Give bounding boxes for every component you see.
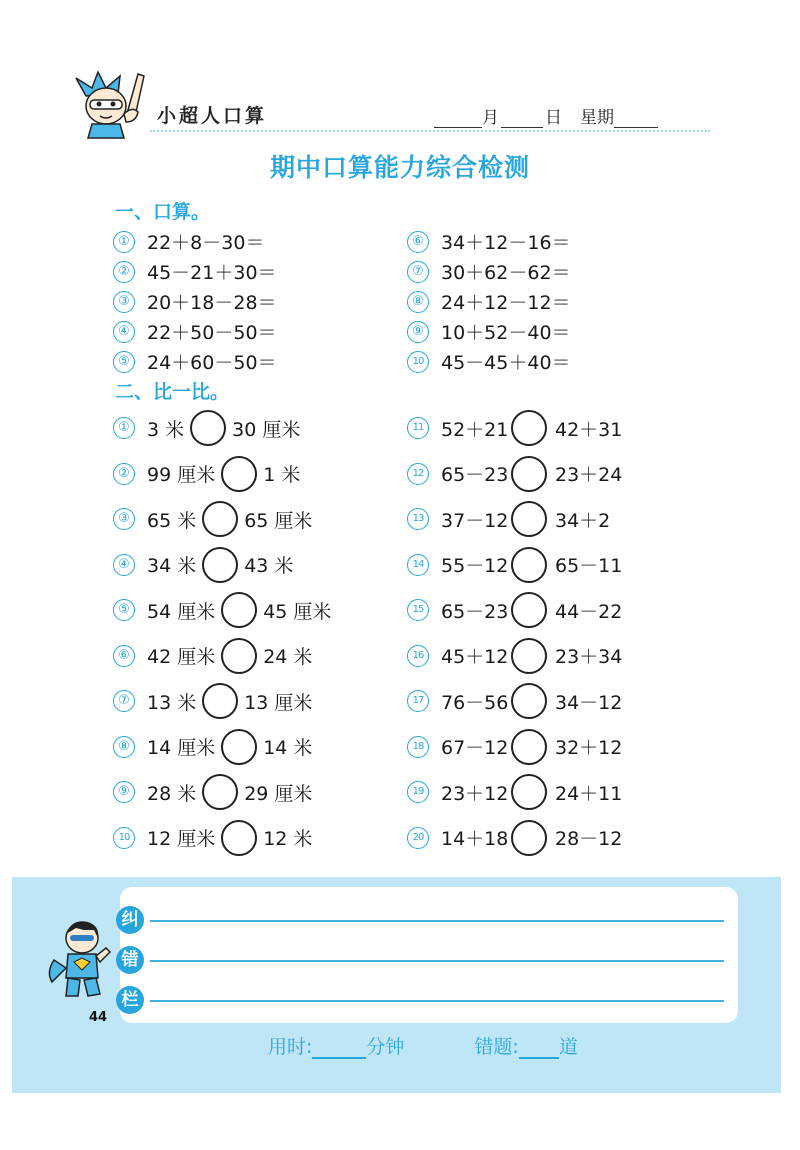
compare-right-value: 32＋12 [555, 737, 623, 759]
brand-name: 小超人口算 [157, 105, 268, 127]
compare-right-value: 42＋31 [555, 418, 623, 441]
arithmetic-expression: 45－21＋30＝ [147, 262, 277, 284]
header-divider [150, 130, 710, 132]
weekday-label: 星期 [580, 108, 614, 128]
compare-right-value: 24＋11 [555, 782, 623, 805]
compare-left-value: 37－12 [441, 509, 509, 532]
arithmetic-item [407, 288, 601, 315]
arithmetic-item [407, 228, 601, 255]
item-number: ⑥ [407, 231, 429, 253]
date-line [434, 103, 658, 128]
compare-answer-circle[interactable] [221, 592, 257, 628]
compare-left-value: 14 厘米 [147, 737, 216, 759]
compare-left-value: 34 米 [147, 555, 197, 577]
answer-blank[interactable] [571, 323, 601, 341]
item-number: ⑦ [113, 690, 135, 712]
superhero-mascot-icon [44, 916, 114, 1006]
item-number: 18 [407, 736, 429, 758]
compare-item [407, 821, 622, 855]
answer-blank[interactable] [277, 293, 307, 311]
item-number: ② [113, 463, 135, 485]
compare-answer-circle[interactable] [202, 774, 238, 810]
item-number: 11 [407, 417, 429, 439]
item-number: ① [113, 231, 135, 253]
compare-right-value: 28－12 [555, 828, 623, 850]
compare-right-value: 34＋2 [555, 509, 611, 532]
time-label: 用时: [268, 1036, 313, 1058]
compare-item [113, 821, 312, 855]
compare-right-value: 44－22 [555, 600, 623, 623]
item-number: ⑨ [113, 781, 135, 803]
item-number: ⑥ [113, 645, 135, 667]
compare-answer-circle[interactable] [221, 638, 257, 674]
compare-answer-circle[interactable] [202, 501, 238, 537]
arithmetic-expression: 34＋12－16＝ [441, 232, 571, 254]
compare-left-value: 42 厘米 [147, 646, 216, 668]
compare-right-value: 34－12 [555, 691, 623, 714]
compare-answer-circle[interactable] [511, 683, 547, 719]
compare-answer-circle[interactable] [511, 774, 547, 810]
correction-tag-2: 错 [116, 946, 144, 974]
item-number: 10 [407, 351, 429, 373]
compare-answer-circle[interactable] [511, 456, 547, 492]
errors-blank[interactable] [519, 1037, 559, 1059]
item-number: 20 [407, 827, 429, 849]
arithmetic-expression: 24＋12－12＝ [441, 292, 571, 314]
item-number: ⑧ [407, 291, 429, 313]
compare-right-value: 65 厘米 [244, 509, 313, 532]
compare-answer-circle[interactable] [511, 729, 547, 765]
compare-item [407, 502, 610, 536]
arithmetic-expression: 45－45＋40＝ [441, 352, 571, 374]
arithmetic-expression: 10＋52－40＝ [441, 322, 571, 344]
compare-item [407, 684, 622, 718]
correction-tag-1: 纠 [116, 906, 144, 934]
compare-left-value: 23＋12 [441, 782, 509, 805]
item-number: ② [113, 261, 135, 283]
arithmetic-item [407, 258, 601, 285]
correction-tag-3: 栏 [116, 986, 144, 1014]
compare-item [113, 457, 300, 491]
compare-item [407, 730, 622, 764]
page-number: 44 [89, 1010, 108, 1025]
compare-left-value: 65－23 [441, 600, 509, 623]
compare-left-value: 76－56 [441, 691, 509, 714]
arithmetic-item [113, 288, 307, 315]
compare-right-value: 13 厘米 [244, 691, 313, 714]
answer-blank[interactable] [571, 263, 601, 281]
compare-right-value: 23＋24 [555, 464, 623, 486]
correction-line-3[interactable] [150, 1000, 724, 1002]
answer-blank[interactable] [277, 263, 307, 281]
compare-right-value: 23＋34 [555, 646, 623, 668]
compare-item [113, 639, 312, 673]
month-label: 月 [482, 108, 499, 128]
arithmetic-item [113, 258, 307, 285]
correction-panel [120, 887, 738, 1023]
compare-right-value: 1 米 [263, 464, 301, 486]
compare-left-value: 12 厘米 [147, 828, 216, 850]
errors-label: 错题: [474, 1036, 519, 1058]
item-number: 19 [407, 781, 429, 803]
compare-answer-circle[interactable] [221, 729, 257, 765]
answer-blank[interactable] [571, 353, 601, 371]
section-1-heading: 一、口算。 [115, 201, 211, 223]
compare-item [407, 639, 622, 673]
weekday-blank[interactable] [614, 109, 658, 128]
item-number: ④ [113, 554, 135, 576]
compare-answer-circle[interactable] [221, 820, 257, 856]
compare-left-value: 3 米 [147, 418, 185, 441]
item-number: 13 [407, 508, 429, 530]
errors-unit: 道 [558, 1036, 578, 1058]
item-number: 16 [407, 645, 429, 667]
footer-stats [268, 1032, 578, 1059]
compare-item [407, 593, 622, 627]
compare-left-value: 67－12 [441, 737, 509, 759]
compare-answer-circle[interactable] [511, 638, 547, 674]
item-number: ⑨ [407, 321, 429, 343]
item-number: 17 [407, 690, 429, 712]
item-number: ③ [113, 508, 135, 530]
arithmetic-expression: 24＋60－50＝ [147, 352, 277, 374]
compare-answer-circle[interactable] [221, 456, 257, 492]
arithmetic-item [407, 348, 601, 375]
item-number: 15 [407, 599, 429, 621]
compare-left-value: 99 厘米 [147, 464, 216, 486]
compare-right-value: 24 米 [263, 646, 313, 668]
arithmetic-expression: 22＋50－50＝ [147, 322, 277, 344]
page-title: 期中口算能力综合检测 [269, 153, 530, 182]
arithmetic-expression: 22＋8－30＝ [147, 232, 265, 254]
compare-left-value: 65 米 [147, 509, 197, 532]
arithmetic-item [113, 228, 294, 255]
compare-answer-circle[interactable] [511, 501, 547, 537]
compare-answer-circle[interactable] [190, 410, 226, 446]
mascot-logo-icon [72, 66, 162, 140]
compare-answer-circle[interactable] [511, 820, 547, 856]
answer-blank[interactable] [571, 233, 601, 251]
arithmetic-item [113, 348, 307, 375]
time-blank[interactable] [312, 1037, 366, 1059]
item-number: ⑤ [113, 351, 135, 373]
section-2-heading: 二、比一比。 [115, 381, 230, 403]
compare-right-value: 30 厘米 [232, 418, 301, 441]
compare-left-value: 13 米 [147, 691, 197, 714]
compare-right-value: 14 米 [263, 737, 313, 759]
arithmetic-item [407, 318, 601, 345]
arithmetic-expression: 30＋62－62＝ [441, 262, 571, 284]
compare-right-value: 45 厘米 [263, 600, 332, 623]
compare-left-value: 14＋18 [441, 828, 509, 850]
item-number: 10 [113, 827, 135, 849]
compare-answer-circle[interactable] [511, 547, 547, 583]
compare-item [113, 730, 312, 764]
compare-item [113, 502, 312, 536]
compare-left-value: 65－23 [441, 464, 509, 486]
answer-blank[interactable] [571, 293, 601, 311]
compare-answer-circle[interactable] [511, 410, 547, 446]
compare-left-value: 45＋12 [441, 646, 509, 668]
month-blank[interactable] [434, 109, 482, 128]
compare-item [407, 457, 622, 491]
arithmetic-expression: 20＋18－28＝ [147, 292, 277, 314]
item-number: ③ [113, 291, 135, 313]
day-blank[interactable] [501, 109, 543, 128]
item-number: ④ [113, 321, 135, 343]
time-unit: 分钟 [366, 1036, 405, 1058]
item-number: ⑤ [113, 599, 135, 621]
answer-blank[interactable] [277, 323, 307, 341]
item-number: ⑦ [407, 261, 429, 283]
compare-answer-circle[interactable] [511, 592, 547, 628]
compare-right-value: 43 米 [244, 555, 294, 577]
compare-right-value: 29 厘米 [244, 782, 313, 805]
compare-left-value: 52＋21 [441, 418, 509, 441]
answer-blank[interactable] [277, 353, 307, 371]
compare-answer-circle[interactable] [202, 547, 238, 583]
compare-item [113, 775, 312, 809]
item-number: 14 [407, 554, 429, 576]
correction-line-1[interactable] [150, 920, 724, 922]
compare-right-value: 12 米 [263, 828, 313, 850]
day-label: 日 [545, 108, 562, 128]
compare-answer-circle[interactable] [202, 683, 238, 719]
compare-left-value: 55－12 [441, 555, 509, 577]
compare-item [113, 593, 331, 627]
compare-right-value: 65－11 [555, 555, 623, 577]
item-number: ① [113, 417, 135, 439]
compare-item [113, 684, 312, 718]
compare-item [407, 775, 622, 809]
correction-line-2[interactable] [150, 960, 724, 962]
compare-left-value: 28 米 [147, 782, 197, 805]
arithmetic-item [113, 318, 307, 345]
compare-left-value: 54 厘米 [147, 600, 216, 623]
item-number: ⑧ [113, 736, 135, 758]
answer-blank[interactable] [264, 233, 294, 251]
compare-item [407, 411, 622, 445]
compare-item [407, 548, 622, 582]
compare-item [113, 411, 300, 445]
compare-item [113, 548, 293, 582]
item-number: 12 [407, 463, 429, 485]
